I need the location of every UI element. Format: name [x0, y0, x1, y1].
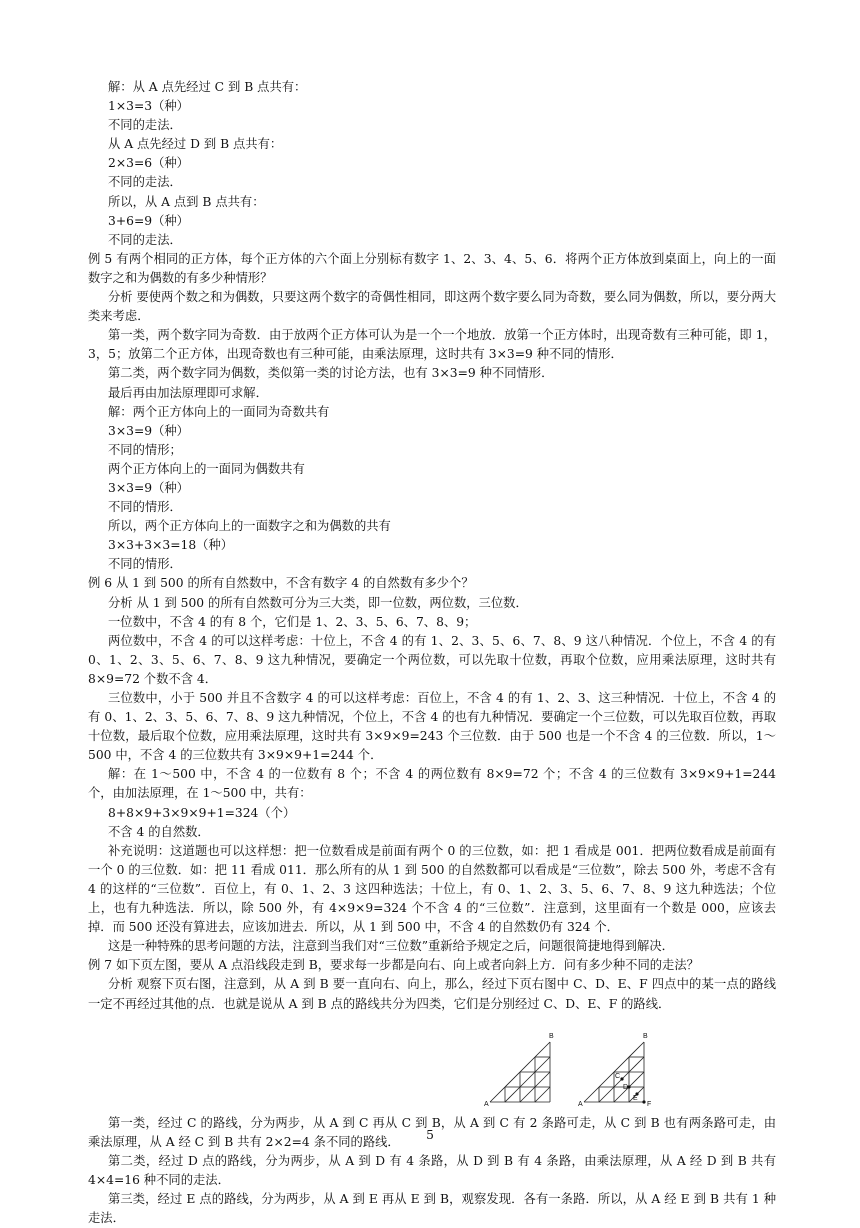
example-7-question: 例 7 如下页左图，要从 A 点沿线段走到 B，要求每一步都是向右、向上或者向斜上方．问有多少种不同的走法？: [88, 958, 699, 973]
example-6-calculation: 8+8×9+3×9×9+1=324（个）: [108, 805, 296, 820]
example-6-supplement: 补充说明：这道题也可以这样想：把一位数看成是前面有两个 0 的三位数，如：把 1 看成是 001．把两位数看成是前面有一个 0 的三位数．如：把 11 看成 011．那么所有的从 1 到 500 的自然数都可以看成是“三位数”，除去 500 外，考虑不含有 4 的这样的“三位数”．百位上，有 0、1、2、3 这四种选法；十位上，有 0、1、2、3、5、6、7、8、9 这九种选法；个位上，也有九种选法．所以，除 500 外，有 4×9×9=324 个不含 4 的“三位数”．注意到，这里面有一个数是 000，应该去掉．而 500 还没有算进去，应该加进去．所以，从 1 到 500 中，不含 4 的自然数仍有 324 个．: [88, 843, 776, 935]
example-6-one-digit: 一位数中，不含 4 的有 8 个，它们是 1、2、3、5、6、7、8、9；: [108, 614, 477, 629]
label-b: B: [643, 1032, 648, 1040]
example-5-analysis: 分析 要使两个数之和为偶数，只要这两个数字的奇偶性相同，即这两个数字要么同为奇数，要么同为偶数，所以，要分两大类来考虑．: [88, 290, 776, 324]
text-line: 3×3=9（种）: [108, 480, 189, 495]
text-line: 不同的走法．: [108, 175, 182, 190]
example-6-analysis: 分析 从 1 到 500 的所有自然数可分为三大类，即一位数，两位数，三位数．: [108, 595, 528, 610]
text-line: 所以，从 A 点到 B 点共有：: [108, 194, 265, 209]
label-e: E: [633, 1094, 638, 1102]
label-a: A: [578, 1100, 583, 1108]
example-6-three-digit: 三位数中，小于 500 并且不含数字 4 的可以这样考虑：百位上，不含 4 的有 1、2、3、这三种情况．十位上，不含 4 的有 0、1、2、3、5、6、7、8、9 这九种情况，个位上，不含 4 的也有九种情况．要确定一个三位数，可以先取百位数，再取十位数，最后取个位数，应用乘法原理，这时共有 3×9×9=243 个三位数．由于 500 也是一个不含 4 的三位数．所以，1～500 中，不含 4 的三位数共有 3×9×9+1=244 个．: [88, 691, 776, 763]
text-line: 从 A 点先经过 D 到 B 点共有：: [108, 137, 283, 152]
text-line: 3×3=9（种）: [108, 423, 189, 438]
grid-figure-left: [484, 1018, 564, 1108]
example-6-two-digit: 两位数中，不含 4 的可以这样考虑：十位上，不含 4 的有 1、2、3、5、6、7、8、9 这八种情况．个位上，不含 4 的有 0、1、2、3、5、6、7、8、9 这九种情况，要确定一个两位数，可以先取十位数，再取个位数，应用乘法原理，这时共有 8×9=72 个数不含 4．: [88, 633, 776, 686]
example-7-class-2: 第二类，经过 D 点的路线，分为两步，从 A 到 D 有 4 条路，从 D 到 B 有 4 条路，由乘法原理，从 A 经 D 到 B 共有 4×4=16 种不同的走法．: [88, 1153, 776, 1187]
text-line: 不同的走法．: [108, 118, 182, 133]
example-5-class-1: 第一类，两个数字同为奇数．由于放两个正方体可认为是一个一个地放．放第一个正方体时，出现奇数有三种可能，即 1，3，5；放第二个正方体，出现奇数也有三种可能，由乘法原理，这时共有 3×3=9 种不同的情形．: [88, 328, 776, 362]
text-line: 解：两个正方体向上的一面同为奇数共有: [108, 404, 330, 419]
example-5-class-2: 第二类，两个数字同为偶数，类似第一类的讨论方法，也有 3×3=9 种不同情形．: [108, 366, 554, 381]
text-line: 最后再由加法原理即可求解．: [108, 385, 268, 400]
label-d: D: [623, 1083, 629, 1091]
label-c: C: [615, 1072, 621, 1080]
example-5-question: 例 5 有两个相同的正方体，每个正方体的六个面上分别标有数字 1、2、3、4、5、6．将两个正方体放到桌面上，向上的一面数字之和为偶数的有多少种情形？: [88, 251, 776, 285]
text-line: 解：从 A 点先经过 C 到 B 点共有：: [108, 80, 307, 94]
text-line: 两个正方体向上的一面同为偶数共有: [108, 461, 305, 476]
example-6-result: 不含 4 的自然数．: [108, 824, 210, 839]
text-line: 1×3=3（种）: [108, 99, 189, 114]
text-line: 所以，两个正方体向上的一面数字之和为偶数的共有: [108, 519, 391, 534]
text-line: 不同的走法．: [108, 232, 182, 247]
example-6-note: 这是一种特殊的思考问题的方法，注意到当我们对“三位数”重新给予规定之后，问题很简捷地得到解决．: [108, 939, 674, 954]
document-page: [88, 78, 776, 1228]
example-7-analysis: 分析 观察下页右图，注意到，从 A 到 B 要一直向右、向上，那么，经过下页右图中 C、D、E、F 四点中的某一点的路线一定不再经过其他的点．也就是说从 A 到 B 点的路线共分为四类，它们是分别经过 C、D、E、F 的路线．: [88, 977, 776, 1011]
text-line: 2×3=6（种）: [108, 156, 189, 171]
figures-row: [88, 1014, 776, 1114]
example-6-solution: 解：在 1～500 中，不含 4 的一位数有 8 个；不含 4 的两位数有 8×9=72 个；不含 4 的三位数有 3×9×9+1=244 个，由加法原理，在 1～500 中，共有：: [88, 767, 776, 801]
text-line: 不同的情形．: [108, 500, 182, 515]
text-line: 3×3+3×3=18（种）: [108, 538, 234, 553]
example-7-class-3: 第三类，经过 E 点的路线，分为两步，从 A 到 E 再从 E 到 B，观察发现．各有一条路．所以，从 A 经 E 到 B 共有 1 种走法．: [88, 1191, 776, 1226]
label-f: F: [647, 1100, 652, 1108]
example-6-question: 例 6 从 1 到 500 的所有自然数中，不含有数字 4 的自然数有多少个？: [88, 576, 474, 591]
page-number: 5: [426, 1128, 434, 1142]
text-line: 不同的情形；: [108, 442, 182, 457]
text-line: 3+6=9（种）: [108, 213, 189, 228]
label-b: B: [549, 1032, 554, 1040]
example-7-class-1: 第一类，经过 C 的路线，分为两步，从 A 到 C 再从 C 到 B，从 A 到 C 有 2 条路可走，从 C 到 B 也有两条路可走，由乘法原理，从 A 经 C 到 B 共有 2×2=4 条不同的路线．: [88, 1115, 776, 1149]
grid-figure-right: [578, 1018, 658, 1108]
text-line: 不同的情形．: [108, 557, 182, 572]
label-a: A: [484, 1100, 489, 1108]
